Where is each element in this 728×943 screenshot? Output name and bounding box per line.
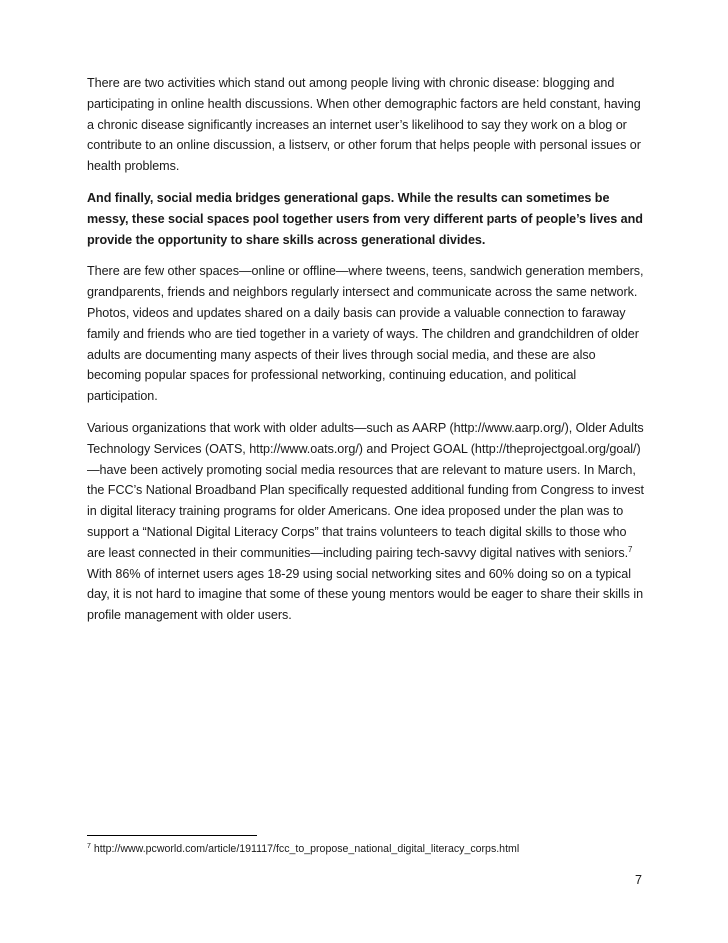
footnote-separator	[87, 835, 257, 836]
page-number: 7	[634, 873, 642, 887]
paragraph-chronic-disease: There are two activities which stand out among people living with chronic disease: blogging and participating in online health discussions. When other demographic factors are held constant, having a chronic disease significantly increases an internet user’s likelihood to say they work on a blog or contribute to an online discussion, a listserv, or other forum that helps people with personal issues or health problems.	[87, 76, 641, 174]
footnote-link-text: http://www.pcworld.com/article/191117/fcc_to_propose_national_digital_literacy_corps.html	[90, 843, 520, 855]
paragraph-organizations-text-b: With 86% of internet users ages 18-29 using social networking sites and 60% doing so on a typical day, it is not hard to imagine that some of these young mentors would be eager to share their skills in profile management with older users.	[87, 566, 644, 623]
footnote	[87, 842, 687, 856]
paragraph-shared-spaces: There are few other spaces—online or offline—where tweens, teens, sandwich generation members, grandparents, friends and neighbors regularly intersect and communicate across the same network. Photos, videos and updates shared on a daily basis can provide a valuable connection to faraway family and friends who are tied together in a variety of ways. The children and grandchildren of older adults are documenting many aspects of their lives through social media, and these are also becoming popular spaces for professional networking, continuing education, and political participation.	[87, 264, 644, 404]
paragraph-generational-gaps: And finally, social media bridges generational gaps. While the results can sometimes be messy, these social spaces pool together users from very different parts of people’s lives and provide the opportunity to share skills across generational divides.	[87, 190, 643, 247]
paragraph-organizations	[87, 418, 647, 626]
footnote-marker: 7	[87, 843, 91, 850]
paragraph-organizations-text-a: Various organizations that work with older adults—such as AARP (http://www.aarp.org/), Older Adults Technology Services (OATS, http://www.oats.org/) and Project GOAL (http://theprojectgoal.org/goal/)—have been actively promoting social media resources that are relevant to mature users. In March, the FCC’s National Broadband Plan specifically requested additional funding from Congress to invest in digital literacy training programs for older Americans. One idea proposed under the plan was to support a “National Digital Literacy Corps” that trains volunteers to teach digital skills to those who are least connected in their communities—including pairing tech-savvy digital natives with seniors.	[87, 420, 644, 560]
body-text	[87, 73, 647, 637]
footnote-reference: 7	[628, 544, 633, 554]
